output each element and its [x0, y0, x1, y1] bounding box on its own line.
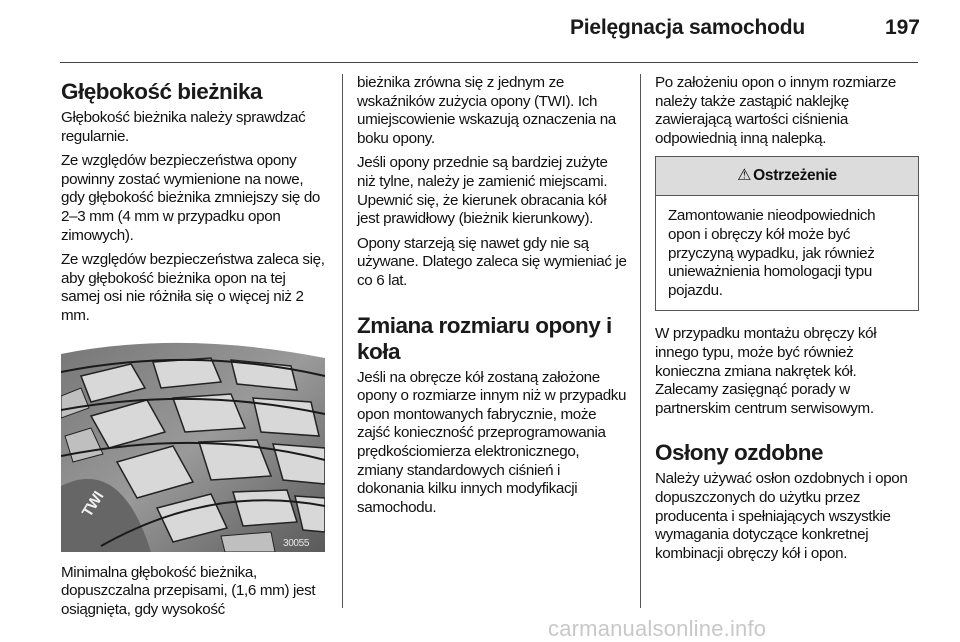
paragraph: bieżnika zrówna się z jednym ze wskaźników zużycia opony (TWI). Ich umiejscowienie wskazują oznaczenia na boku opony.	[357, 74, 616, 147]
warning-title: Ostrzeżenie	[753, 167, 837, 185]
section-heading-tread-depth: Głębokość bieżnika	[61, 79, 263, 104]
warning-box	[655, 156, 919, 311]
tire-tread-illustration	[61, 336, 325, 552]
column-divider-2	[640, 74, 641, 608]
watermark: carmanualsonline.info	[548, 616, 767, 641]
paragraph: Jeśli opony przednie są bardziej zużyte niż tylne, należy je zamienić miejscami. Upewnić się, że kierunek obracania kół jest prawidłowy (bieżnik kierunkowy).	[357, 154, 608, 228]
paragraph: Głębokość bieżnika należy sprawdzać regularnie.	[61, 109, 306, 145]
paragraph: Opony starzeją się nawet gdy nie są używane. Dlatego zaleca się wymieniać je co 6 lat.	[357, 234, 627, 289]
paragraph: Należy używać osłon ozdobnych i opon dopuszczonych do użytku przez producenta i spełniających wszystkie wymagania dotyczące konkretnej kombinacji obręczy kół i opon.	[655, 470, 908, 562]
section-heading-tire-size-change: Zmiana rozmiaru opony i koła	[357, 312, 612, 364]
header-divider	[60, 62, 918, 63]
warning-text: Zamontowanie nieodpowiednich opon i obręczy kół może być przyczyną wypadku, jak również unieważnienia homologacji typu pojazdu.	[668, 207, 876, 299]
warning-header	[656, 157, 918, 196]
warning-triangle-icon: ⚠	[737, 167, 752, 185]
paragraph: Jeśli na obręcze kół zostaną założone opony o rozmiarze innym niż w przypadku opon montowanych fabrycznie, może zajść konieczność przeprogramowania prędkościomierza elektronicznego, zmiany standardowych ciśnień i dokonania kilku innych modyfikacji samochodu.	[357, 368, 627, 516]
paragraph: Po założeniu opon o innym rozmiarze należy także zastąpić naklejkę zawierającą wartości ciśnienia odpowiednią inną nalepką.	[655, 74, 897, 147]
page-title: Pielęgnacja samochodu	[569, 16, 805, 39]
paragraph: Ze względów bezpieczeństwa zaleca się, aby głębokość bieżnika opon na tej samej osi nie różniła się o więcej niż 2 mm.	[61, 251, 325, 324]
column-3	[655, 74, 921, 569]
warning-body	[656, 196, 918, 310]
figure-number: 30055	[283, 537, 310, 549]
section-heading-hubcaps: Osłony ozdobne	[655, 440, 824, 466]
paragraph: W przypadku montażu obręczy kół innego typu, może być również konieczna zmiana nakrętek kół. Zalecamy zasięgnąć porady w partnerskim centrum serwisowym.	[655, 325, 877, 417]
tread-drawing	[61, 336, 325, 552]
paragraph: Ze względów bezpieczeństwa opony powinny zostać wymienione na nowe, gdy głębokość bieżnika zmniejszy się do 2–3 mm (4 mm w przypadku opon zimowych).	[61, 152, 321, 244]
figure-caption: Minimalna głębokość bieżnika, dopuszczalna przepisami, (1,6 mm) jest osiągnięta, gdy wysokość	[61, 563, 316, 618]
twi-label: TWI	[78, 488, 108, 520]
column-2	[357, 74, 627, 523]
column-1	[61, 74, 327, 625]
column-divider-1	[342, 74, 343, 608]
page-number: 197	[884, 16, 920, 39]
